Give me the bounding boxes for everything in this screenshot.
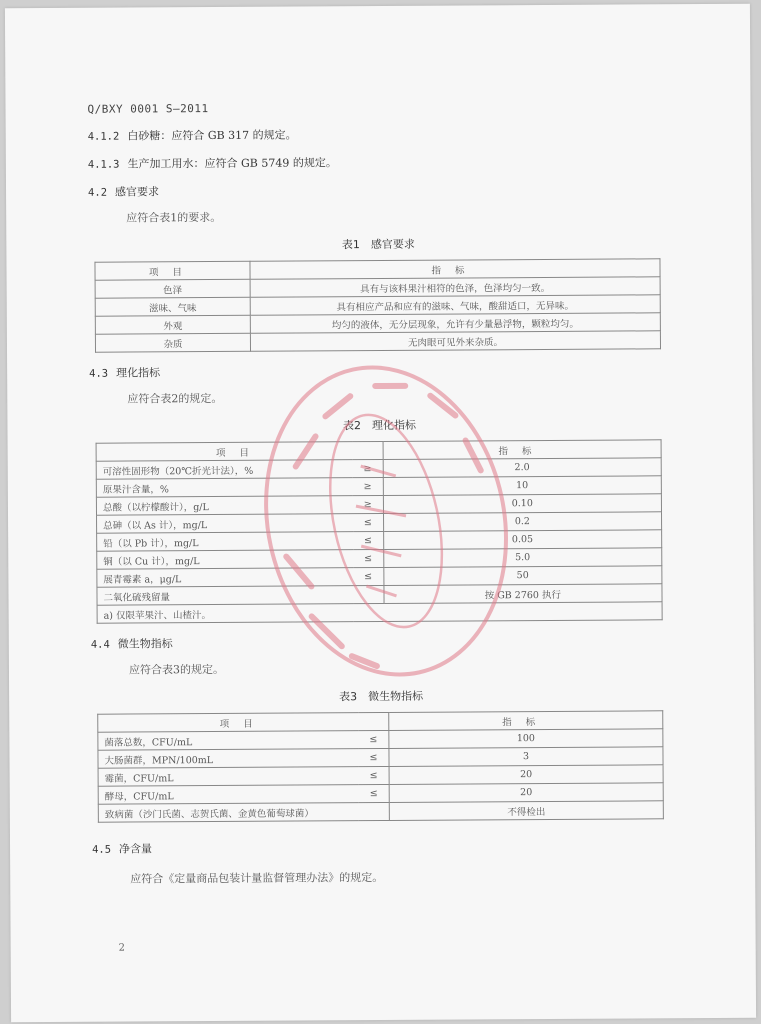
table-cell: 总砷（以 As 计），mg/L — [97, 514, 353, 534]
table-note: a) 仅限苹果汁、山楂汁。 — [97, 602, 662, 623]
clause-number: 4.1.2 — [87, 130, 120, 143]
table-cell: 5.0 — [383, 548, 661, 568]
table-cell: 展青霉素 a，μg/L — [97, 568, 353, 588]
table3-caption: 表3 微生物指标 — [339, 689, 424, 704]
table-cell: 2.0 — [383, 458, 661, 478]
clause-4-1-3 — [88, 154, 668, 172]
table-cell: ≤ — [353, 513, 383, 531]
section-4-5-heading — [92, 839, 672, 857]
table-cell: 外观 — [95, 315, 250, 334]
table-cell: 按 GB 2760 执行 — [384, 584, 662, 604]
section-number: 4.5 — [92, 843, 112, 856]
section-4-4-heading — [91, 634, 671, 652]
table-cell: 100 — [389, 729, 663, 749]
table-header: 项目 — [95, 261, 250, 280]
table-cell: 20 — [389, 765, 663, 785]
section-4-3-paragraph: 应符合表2的规定。 — [127, 391, 223, 406]
section-4-2-heading — [88, 182, 668, 200]
page-number: 2 — [118, 942, 126, 954]
table-cell: 具有相应产品和应有的滋味、气味，酸甜适口，无异味。 — [250, 295, 660, 316]
physicochemical-table — [96, 439, 663, 623]
table-cell: 菌落总数，CFU/mL — [98, 731, 359, 751]
section-title: 净含量 — [118, 842, 153, 856]
table-header: 指标 — [250, 259, 660, 280]
section-4-4-paragraph: 应符合表3的规定。 — [128, 662, 224, 677]
clause-text: 生产加工用水：应符合 GB 5749 的规定。 — [127, 156, 337, 171]
table-cell: 二氧化硫残留量 — [97, 586, 353, 606]
table-cell: 霉菌，CFU/mL — [98, 767, 359, 787]
table-header: 指标 — [383, 440, 661, 460]
table-cell: 铜（以 Cu 计），mg/L — [97, 550, 353, 570]
table-cell: ≥ — [353, 495, 383, 513]
section-4-5-paragraph: 应符合《定量商品包装计量监督管理办法》的规定。 — [130, 870, 384, 886]
table1-caption: 表1 感官要求 — [341, 237, 415, 252]
table-cell: 致病菌（沙门氏菌、志贺氏菌、金黄色葡萄球菌） — [98, 802, 389, 822]
table-cell: ≥ — [353, 477, 383, 495]
section-number: 4.4 — [90, 638, 110, 651]
table-cell: ≤ — [353, 531, 383, 549]
table-cell: 无肉眼可见外来杂质。 — [250, 331, 660, 352]
table-cell: ≥ — [353, 459, 383, 477]
table-cell: 杂质 — [95, 333, 250, 352]
section-title: 微生物指标 — [117, 637, 173, 651]
section-title: 理化指标 — [116, 366, 161, 380]
table-cell: 50 — [384, 566, 662, 586]
table2-caption: 表2 理化指标 — [342, 418, 417, 433]
table-cell: 不得检出 — [389, 801, 663, 821]
table-cell: 20 — [389, 783, 663, 803]
table-cell: 10 — [383, 476, 661, 496]
table-cell: 均匀的液体，无分层现象，允许有少量悬浮物，颗粒均匀。 — [250, 313, 660, 334]
table-cell: 滋味、气味 — [95, 297, 250, 316]
table-cell: ≤ — [358, 748, 389, 766]
document-code: Q/BXY 0001 S—2011 — [87, 102, 209, 116]
table-header: 项目 — [96, 441, 383, 461]
section-number: 4.3 — [89, 367, 109, 380]
table-cell: 酵母，CFU/mL — [98, 785, 359, 805]
table-cell: 色泽 — [95, 279, 250, 298]
table-cell: ≤ — [358, 730, 389, 748]
table-cell: 总酸（以柠檬酸计），g/L — [96, 496, 352, 516]
microbiological-table — [97, 710, 664, 822]
document-page — [5, 4, 756, 1023]
table-note-row — [97, 602, 662, 623]
sensory-table — [94, 258, 661, 352]
section-4-2-paragraph: 应符合表1的要求。 — [126, 210, 222, 225]
clause-4-1-2 — [88, 126, 668, 144]
table-cell: ≤ — [353, 549, 383, 567]
table-cell: 0.05 — [383, 530, 661, 550]
section-number: 4.2 — [88, 186, 108, 199]
table-cell: 铅（以 Pb 计），mg/L — [97, 532, 353, 552]
table-row — [95, 331, 660, 352]
table-cell: 3 — [389, 747, 663, 767]
table-cell: ≤ — [359, 784, 390, 802]
table-cell: 原果汁含量，% — [96, 478, 352, 498]
table-cell: 可溶性固形物（20℃折光计法），% — [96, 460, 352, 480]
clause-text: 白砂糖：应符合 GB 317 的规定。 — [127, 128, 297, 143]
table-cell: 具有与该料果汁相符的色泽，色泽均匀一致。 — [250, 277, 660, 298]
table-cell: 大肠菌群，MPN/100mL — [98, 749, 359, 769]
clause-number: 4.1.3 — [87, 158, 120, 171]
table-header: 项目 — [98, 712, 389, 732]
table-cell — [353, 585, 383, 603]
table-cell: 0.2 — [383, 512, 661, 532]
table-header: 指标 — [389, 711, 663, 731]
section-title: 感官要求 — [114, 185, 160, 199]
section-4-3-heading — [89, 363, 669, 381]
table-row — [98, 801, 663, 822]
table-cell: ≤ — [359, 766, 390, 784]
table-cell: 0.10 — [383, 494, 661, 514]
document-content — [87, 99, 672, 887]
table-cell: ≤ — [353, 567, 383, 585]
